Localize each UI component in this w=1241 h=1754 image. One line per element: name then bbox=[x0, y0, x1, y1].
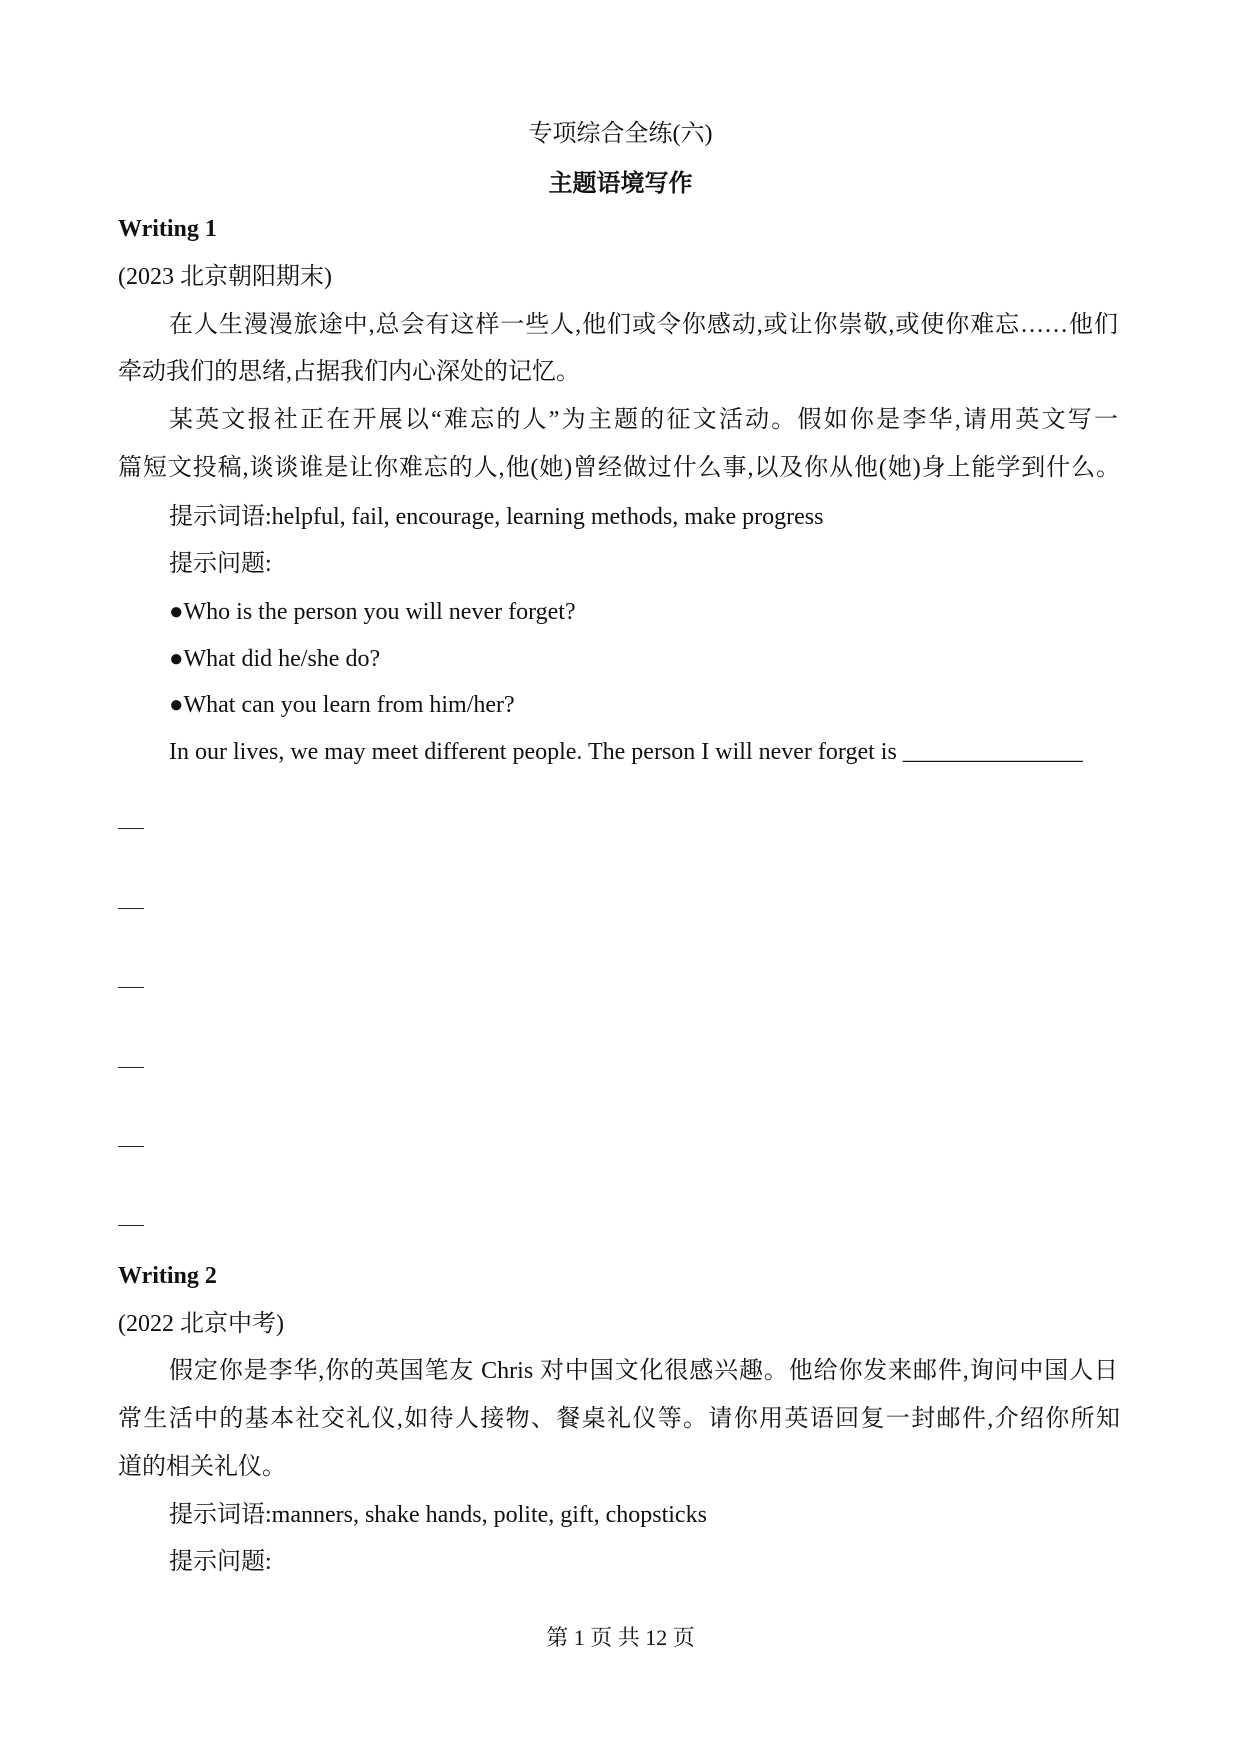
writing1-starter bbox=[169, 737, 1083, 767]
writing1-para1-line2: 牵动我们的思绪,占据我们内心深处的记忆。 bbox=[118, 359, 580, 385]
writing1-para2-line2: 篇短文投稿,谈谈谁是让你难忘的人,他(她)曾经做过什么事,以及你从他(她)身上能学到什么。 bbox=[118, 455, 1120, 481]
writing1-para1-line1: 在人生漫漫旅途中,总会有这样一些人,他们或令你感动,或让你崇敬,或使你难忘……他们 bbox=[169, 312, 1118, 338]
writing1-hint-words: 提示词语:helpful, fail, encourage, learning methods, make progress bbox=[169, 504, 824, 530]
writing1-para2-line1: 某英文报社正在开展以“难忘的人”为主题的征文活动。假如你是李华,请用英文写一 bbox=[169, 407, 1118, 433]
answer-line[interactable] bbox=[118, 828, 144, 829]
writing2-para1-line2: 常生活中的基本社交礼仪,如待人接物、餐桌礼仪等。请你用英语回复一封邮件,介绍你所知 bbox=[118, 1406, 1120, 1432]
answer-line[interactable] bbox=[118, 987, 144, 988]
writing2-para1-line1: 假定你是李华,你的英国笔友 Chris 对中国文化很感兴趣。他给你发来邮件,询问中国人日 bbox=[169, 1358, 1118, 1384]
writing2-para1-line3: 道的相关礼仪。 bbox=[118, 1454, 286, 1480]
answer-line[interactable] bbox=[118, 908, 144, 909]
writing2-source: (2022 北京中考) bbox=[118, 1311, 284, 1337]
writing2-heading: Writing 2 bbox=[118, 1263, 217, 1289]
answer-line[interactable] bbox=[118, 1067, 144, 1068]
writing2-hint-words: 提示词语:manners, shake hands, polite, gift, chopsticks bbox=[169, 1502, 707, 1528]
answer-line[interactable] bbox=[118, 1146, 144, 1147]
writing1-question: ●What did he/she do? bbox=[169, 646, 381, 672]
starter-text: In our lives, we may meet different people. The person I will never forget is bbox=[169, 739, 903, 765]
writing1-question: ●What can you learn from him/her? bbox=[169, 692, 515, 718]
writing1-heading: Writing 1 bbox=[118, 216, 217, 242]
writing1-source: (2023 北京朝阳期末) bbox=[118, 264, 332, 290]
answer-blank[interactable]: _______________ bbox=[902, 739, 1083, 765]
writing2-hint-questions-label: 提示问题: bbox=[169, 1549, 272, 1575]
writing1-hint-questions-label: 提示问题: bbox=[169, 551, 272, 577]
page-subtitle: 主题语境写作 bbox=[548, 171, 693, 197]
answer-line[interactable] bbox=[118, 1225, 144, 1226]
page-title: 专项综合全练(六) bbox=[528, 121, 713, 147]
page-number: 第 1 页 共 12 页 bbox=[546, 1625, 695, 1650]
writing1-question: ●Who is the person you will never forget? bbox=[169, 599, 576, 625]
